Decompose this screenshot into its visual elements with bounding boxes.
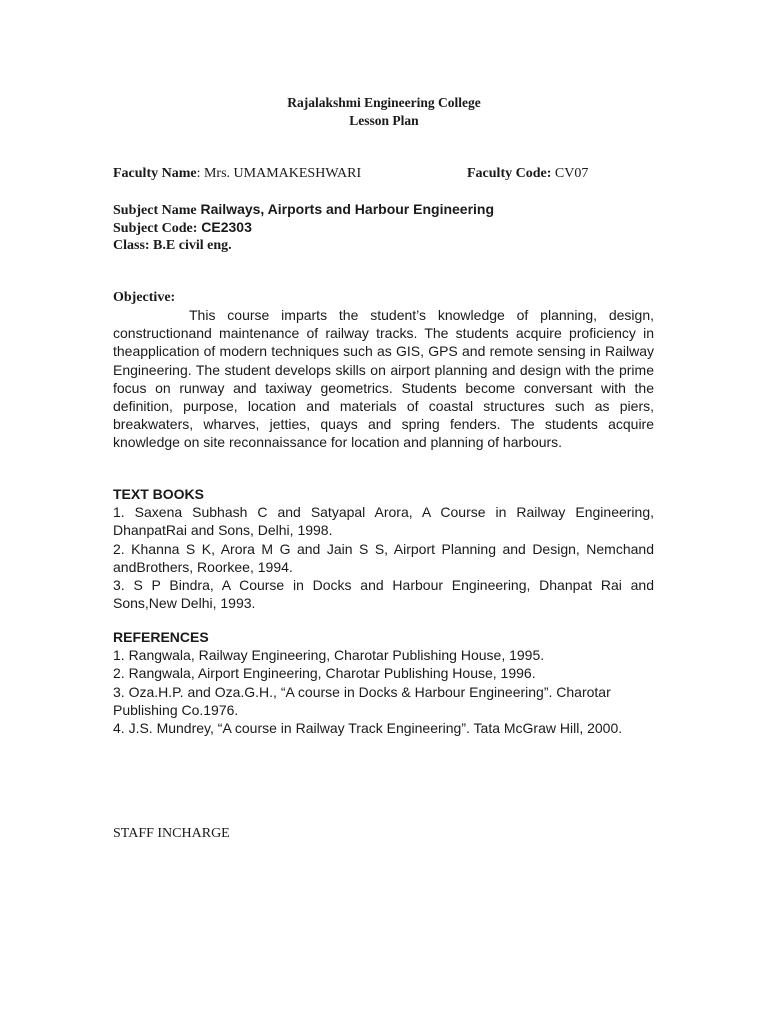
subject-name-label: Subject Name — [113, 203, 197, 218]
text-books-section — [113, 485, 654, 612]
objective-text: This course imparts the student’s knowledge of planning, design, constructionand maintenance of railway tracks. The students acquire proficiency in theapplication of modern techniques such as GIS, GPS and remote sensing in Railway Engineering. The student develops skills on airport planning and design with the prime focus on runway and taxiway geometrics. Students become conversant with the definition, purpose, location and materials of coastal structures such as piers, breakwaters, wharves, jetties, quays and spring fenders. The students acquire knowledge on site reconnaissance for location and planning of harbours. — [113, 307, 654, 451]
class-line: Class: B.E civil eng. — [113, 238, 232, 253]
objective-heading: Objective: — [113, 290, 176, 305]
faculty-code-line — [467, 166, 588, 182]
text-book-item: 1. Saxena Subhash C and Satyapal Arora, A Course in Railway Engineering, DhanpatRai and Sons, Delhi, 1998. — [113, 504, 654, 539]
college-name: Rajalakshmi Engineering College — [287, 95, 481, 110]
text-books-heading: TEXT BOOKS — [113, 486, 205, 502]
faculty-name-label: Faculty Name — [113, 166, 197, 181]
reference-item: 4. J.S. Mundrey, “A course in Railway Track Engineering”. Tata McGraw Hill, 2000. — [113, 720, 623, 737]
reference-item: 2. Rangwala, Airport Engineering, Charotar Publishing House, 1996. — [113, 665, 536, 682]
subject-name-line — [113, 201, 494, 219]
faculty-code-label: Faculty Code: — [467, 166, 552, 181]
reference-item: 3. Oza.H.P. and Oza.G.H., “A course in Docks & Harbour Engineering”. Charotar Publishing Co.1976. — [113, 683, 611, 718]
faculty-code-value: CV07 — [551, 166, 589, 181]
text-book-item: 2. Khanna S K, Arora M G and Jain S S, Airport Planning and Design, Nemchand andBrothers, Roorkee, 1994. — [113, 540, 654, 575]
references-heading: REFERENCES — [113, 629, 209, 645]
reference-item: 1. Rangwala, Railway Engineering, Charotar Publishing House, 1995. — [113, 647, 545, 664]
objective-paragraph — [113, 306, 654, 452]
subject-code-line — [113, 219, 252, 237]
faculty-name-line — [113, 166, 361, 182]
document-title: Lesson Plan — [349, 113, 419, 128]
subject-name-value: Railways, Airports and Harbour Engineering — [196, 201, 495, 217]
staff-incharge: STAFF INCHARGE — [113, 826, 230, 841]
subject-code-value: CE2303 — [197, 219, 252, 235]
text-book-item: 3. S P Bindra, A Course in Docks and Harbour Engineering, Dhanpat Rai and Sons,New Delhi, 1993. — [113, 577, 654, 612]
subject-code-label: Subject Code: — [113, 221, 198, 236]
faculty-name-value: : Mrs. UMAMAKESHWARI — [196, 166, 362, 181]
references-section — [113, 628, 654, 737]
